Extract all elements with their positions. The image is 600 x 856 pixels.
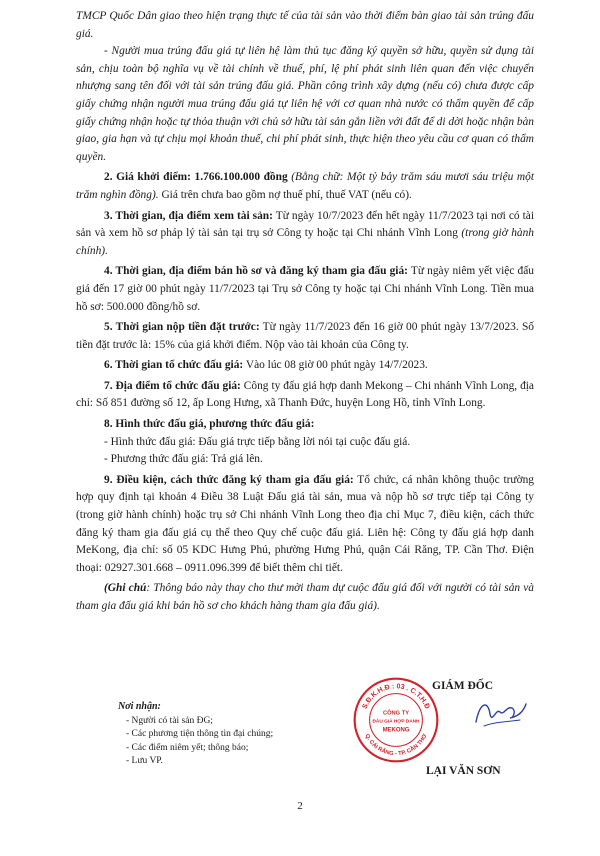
text-segment: 8. Hình thức đấu giá, phương thức đấu giá: — [104, 418, 315, 431]
seal-ring-text: S.Đ.K.H.Đ : 03 . C.T.H.Đ — [361, 683, 431, 711]
text-segment: : Thông báo này thay cho thư mời tham dự cuộc đấu giá đối với người có tài sản và tham gia đấu giá khi bán hồ sơ cho khách hàng tham gia đấu giá). — [76, 582, 535, 612]
paragraph-bidding-method — [76, 451, 534, 469]
text-segment: TMCP Quốc Dân giao theo hiện trạng thực tế của tài sản vào thời điểm bàn giao tài sản trúng đấu giá. — [76, 10, 534, 40]
paragraph-auction-time — [76, 357, 534, 375]
text-segment: 7. Địa điểm tổ chức đấu giá: — [104, 379, 241, 392]
paragraph-conditions — [76, 472, 534, 578]
company-seal — [352, 676, 440, 764]
paragraph-auction-form — [76, 434, 534, 452]
paragraph-auction-method-heading — [76, 416, 534, 434]
paragraph-starting-price — [76, 169, 534, 204]
text-segment: Từ ngày niêm yết việc đấu giá đến 17 giờ 00 phút ngày 11/7/2023 tại Trụ sở Công ty hoặc tại Chi nhánh Vĩnh Long. Tiền mua hồ sơ: 500.000 đồng/hồ sơ. — [76, 265, 534, 313]
seal-line-3: MEKONG — [382, 727, 410, 734]
text-segment: Tổ chức, cá nhân không thuộc trường hợp quy định tại khoản 4 Điều 38 Luật Đấu giá tài sản, mua và nộp hồ sơ trực tiếp tại Công ty (trong giờ hành chính) hoặc trụ sở Chi nhánh Vĩnh Long theo địa chỉ Mục 7, điều kiện, cách thức đăng ký tham gia đấu giá cụ thể theo Quy chế cuộc đấu giá. Liên hệ: Công ty đấu giá hợp danh MeKong, địa chỉ: số 05 KDC Hưng Phú, phường Hưng Phú, quận Cái Răng, TP. Cần Thơ. Điện thoại: 02927.301.668 – 0911.096.399 để biết thêm chi tiết. — [76, 473, 534, 574]
seal-ring-text-bottom: Q. CÁI RĂNG - TP. CẦN THƠ — [363, 733, 429, 758]
seal-line-2: ĐẤU GIÁ HỢP DANH — [372, 719, 420, 725]
paragraph-viewing-time — [76, 208, 534, 261]
text-segment: 9. Điều kiện, cách thức đăng ký tham gia đấu giá: — [104, 473, 354, 486]
paragraph-asset-handover — [76, 8, 534, 43]
recipients-title: Nơi nhận: — [118, 701, 161, 712]
signer-name: LẠI VĂN SƠN — [426, 765, 501, 777]
text-segment: - Phương thức đấu giá: Trả giá lên. — [104, 453, 263, 466]
signer-role: GIÁM ĐỐC — [432, 680, 494, 692]
document-body — [76, 8, 534, 616]
text-segment: (Ghi chú — [104, 582, 147, 595]
recipient-item: - Người có tài sản ĐG; — [126, 715, 213, 726]
paragraph-auction-location — [76, 378, 534, 413]
text-segment: Từ ngày 11/7/2023 đến 16 giờ 00 phút ngày 13/7/2023. Số tiền đặt trước là: 15% của giá khởi điểm. Nộp vào tài khoản của Công ty. — [76, 321, 534, 351]
recipient-item: - Các điểm niêm yết; thông báo; — [126, 742, 249, 753]
text-segment: Giá trên chưa bao gồm nợ thuế phí, thuế VAT (nếu có). — [158, 188, 412, 201]
text-segment: Vào lúc 08 giờ 00 phút ngày 14/7/2023. — [243, 359, 428, 372]
recipient-item: - Lưu VP. — [126, 756, 163, 766]
text-segment: 4. Thời gian, địa điểm bán hồ sơ và đăng ký tham gia đấu giá: — [104, 265, 408, 278]
handwritten-signature-icon — [470, 692, 530, 732]
paragraph-deposit — [76, 319, 534, 354]
text-segment: 2. Giá khởi điểm: 1.766.100.000 đồng — [104, 171, 292, 184]
text-segment: - Hình thức đấu giá: Đấu giá trực tiếp bằng lời nói tại cuộc đấu giá. — [104, 435, 411, 448]
text-segment: 6. Thời gian tổ chức đấu giá: — [104, 359, 244, 372]
text-segment: Từ ngày 10/7/2023 đến hết ngày 11/7/2023 tại nơi có tài sản và xem hồ sơ pháp lý tài sản tại trụ sở Công ty hoặc tại Chi nhánh Vĩnh Long — [76, 209, 534, 240]
paragraph-registration — [76, 263, 534, 316]
paragraph-note — [76, 580, 534, 615]
text-segment: Công ty đấu giá hợp danh Mekong – Chi nhánh Vĩnh Long, địa chỉ: Số 851 đường số 12, ấp Long Hưng, xã Thanh Đức, huyện Long Hồ, tỉnh Vĩnh Long. — [76, 379, 534, 410]
text-segment: (trong giờ hành chính). — [76, 227, 534, 257]
paragraph-buyer-obligations — [76, 43, 534, 166]
signature-block — [344, 672, 544, 792]
recipients-block — [118, 700, 358, 769]
recipient-item: - Các phương tiện thông tin đại chúng; — [126, 729, 274, 739]
text-segment: 3. Thời gian, địa điểm xem tài sản: — [104, 209, 273, 222]
text-segment: (Bằng chữ: Một tỷ bảy trăm sáu mươi sáu triệu một trăm nghìn đồng). — [76, 171, 534, 201]
seal-line-1: CÔNG TY — [382, 710, 410, 717]
recipients-list — [118, 715, 358, 769]
page-number: 2 — [297, 800, 303, 812]
text-segment: - Người mua trúng đấu giá tự liên hệ làm thủ tục đăng ký quyền sở hữu, quyền sử dụng tài sản, chịu toàn bộ nghĩa vụ về tài chính về thuế, phí, lệ phí phát sinh liên quan đến việc chuyển nhượng sang tên đối với tài sản trúng đấu giá. Phần công trình xây dựng (nếu có) chưa được cấp giấy chứng nhận người mua trúng đấu giá tự liên hệ với cơ quan nhà nước có thẩm quyền để cấp giấy chứng nhận hoặc tự thỏa thuận với chủ sở hữu tài sản gắn liền với đất để di dời hoặc nhận bàn giao, gia hạn và tự chịu mọi khoản thuế, chi phí phát sinh, thực hiện theo yêu cầu cơ quan có thẩm quyền. — [76, 45, 534, 163]
text-segment: 5. Thời gian nộp tiền đặt trước: — [104, 321, 260, 334]
